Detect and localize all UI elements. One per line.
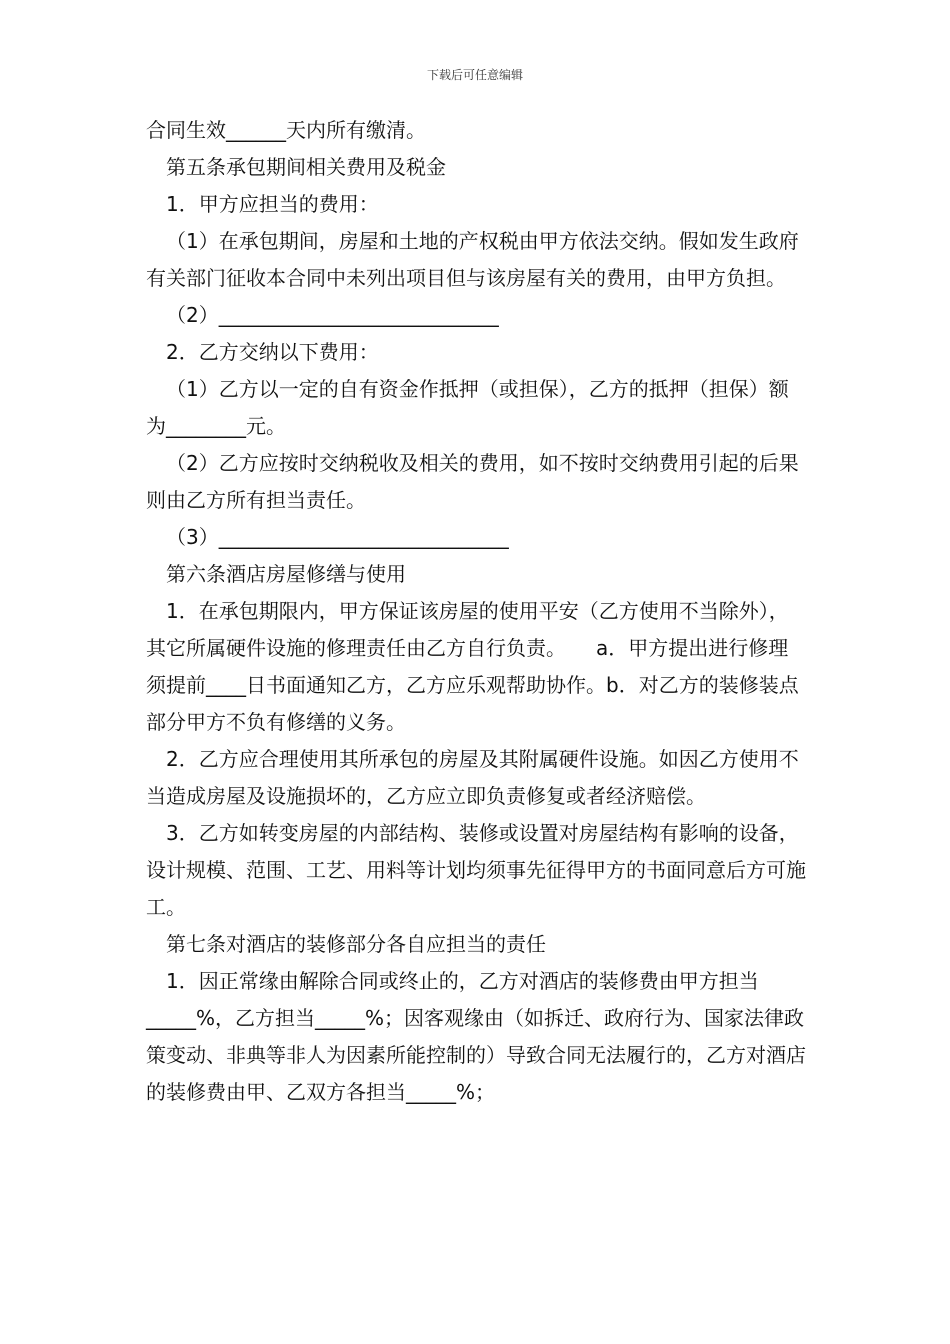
- article-5-heading: 第五条承包期间相关费用及税金: [166, 155, 446, 179]
- article-6-heading: 第六条酒店房屋修缮与使用: [166, 562, 406, 586]
- paragraph-3: 1．甲方应担当的费用：: [166, 192, 379, 216]
- paragraph-12: 2．乙方应合理使用其所承包的房屋及其附属硬件设施。如因乙方使用不当造成房屋及设施损坏的，乙方应立即负责修复或者经济赔偿。: [146, 747, 799, 808]
- article-7-heading: 第七条对酒店的装修部分各自应担当的责任: [166, 932, 546, 956]
- paragraph-4: （1）在承包期间，房屋和土地的产权税由甲方依法交纳。假如发生政府有关部门征收本合同中未列出项目但与该房屋有关的费用，由甲方负担。: [146, 229, 799, 290]
- paragraph-11: 1．在承包期限内，甲方保证该房屋的使用平安（乙方使用不当除外），其它所属硬件设施的修理责任由乙方自行负责。 a．甲方提出进行修理须提前____日书面通知乙方，乙方应乐观帮助协作。b．对乙方的装修装点部分甲方不负有修缮的义务。: [146, 599, 799, 734]
- paragraph-7: （1）乙方以一定的自有资金作抵押（或担保），乙方的抵押（担保）额为________元。: [146, 377, 789, 438]
- paragraph-1: 合同生效______天内所有缴清。: [146, 118, 426, 142]
- paragraph-6: 2．乙方交纳以下费用：: [166, 340, 379, 364]
- paragraph-9: （3）_____________________________: [166, 525, 509, 549]
- paragraph-8: （2）乙方应按时交纳税收及相关的费用，如不按时交纳费用引起的后果则由乙方所有担当责任。: [146, 451, 799, 512]
- document-body: [146, 112, 808, 1111]
- paragraph-15: 1．因正常缘由解除合同或终止的，乙方对酒店的装修费由甲方担当_____%，乙方担当_____%；因客观缘由（如拆迁、政府行为、国家法律政策变动、非典等非人为因素所能控制的）导致合同无法履行的，乙方对酒店的装修费由甲、乙双方各担当_____%；: [146, 969, 806, 1104]
- page-header-note: 下载后可任意编辑: [426, 68, 523, 82]
- paragraph-5: （2）____________________________: [166, 303, 499, 327]
- paragraph-13: 3．乙方如转变房屋的内部结构、装修或设置对房屋结构有影响的设备，设计规模、范围、工艺、用料等计划均须事先征得甲方的书面同意后方可施工。: [146, 821, 806, 919]
